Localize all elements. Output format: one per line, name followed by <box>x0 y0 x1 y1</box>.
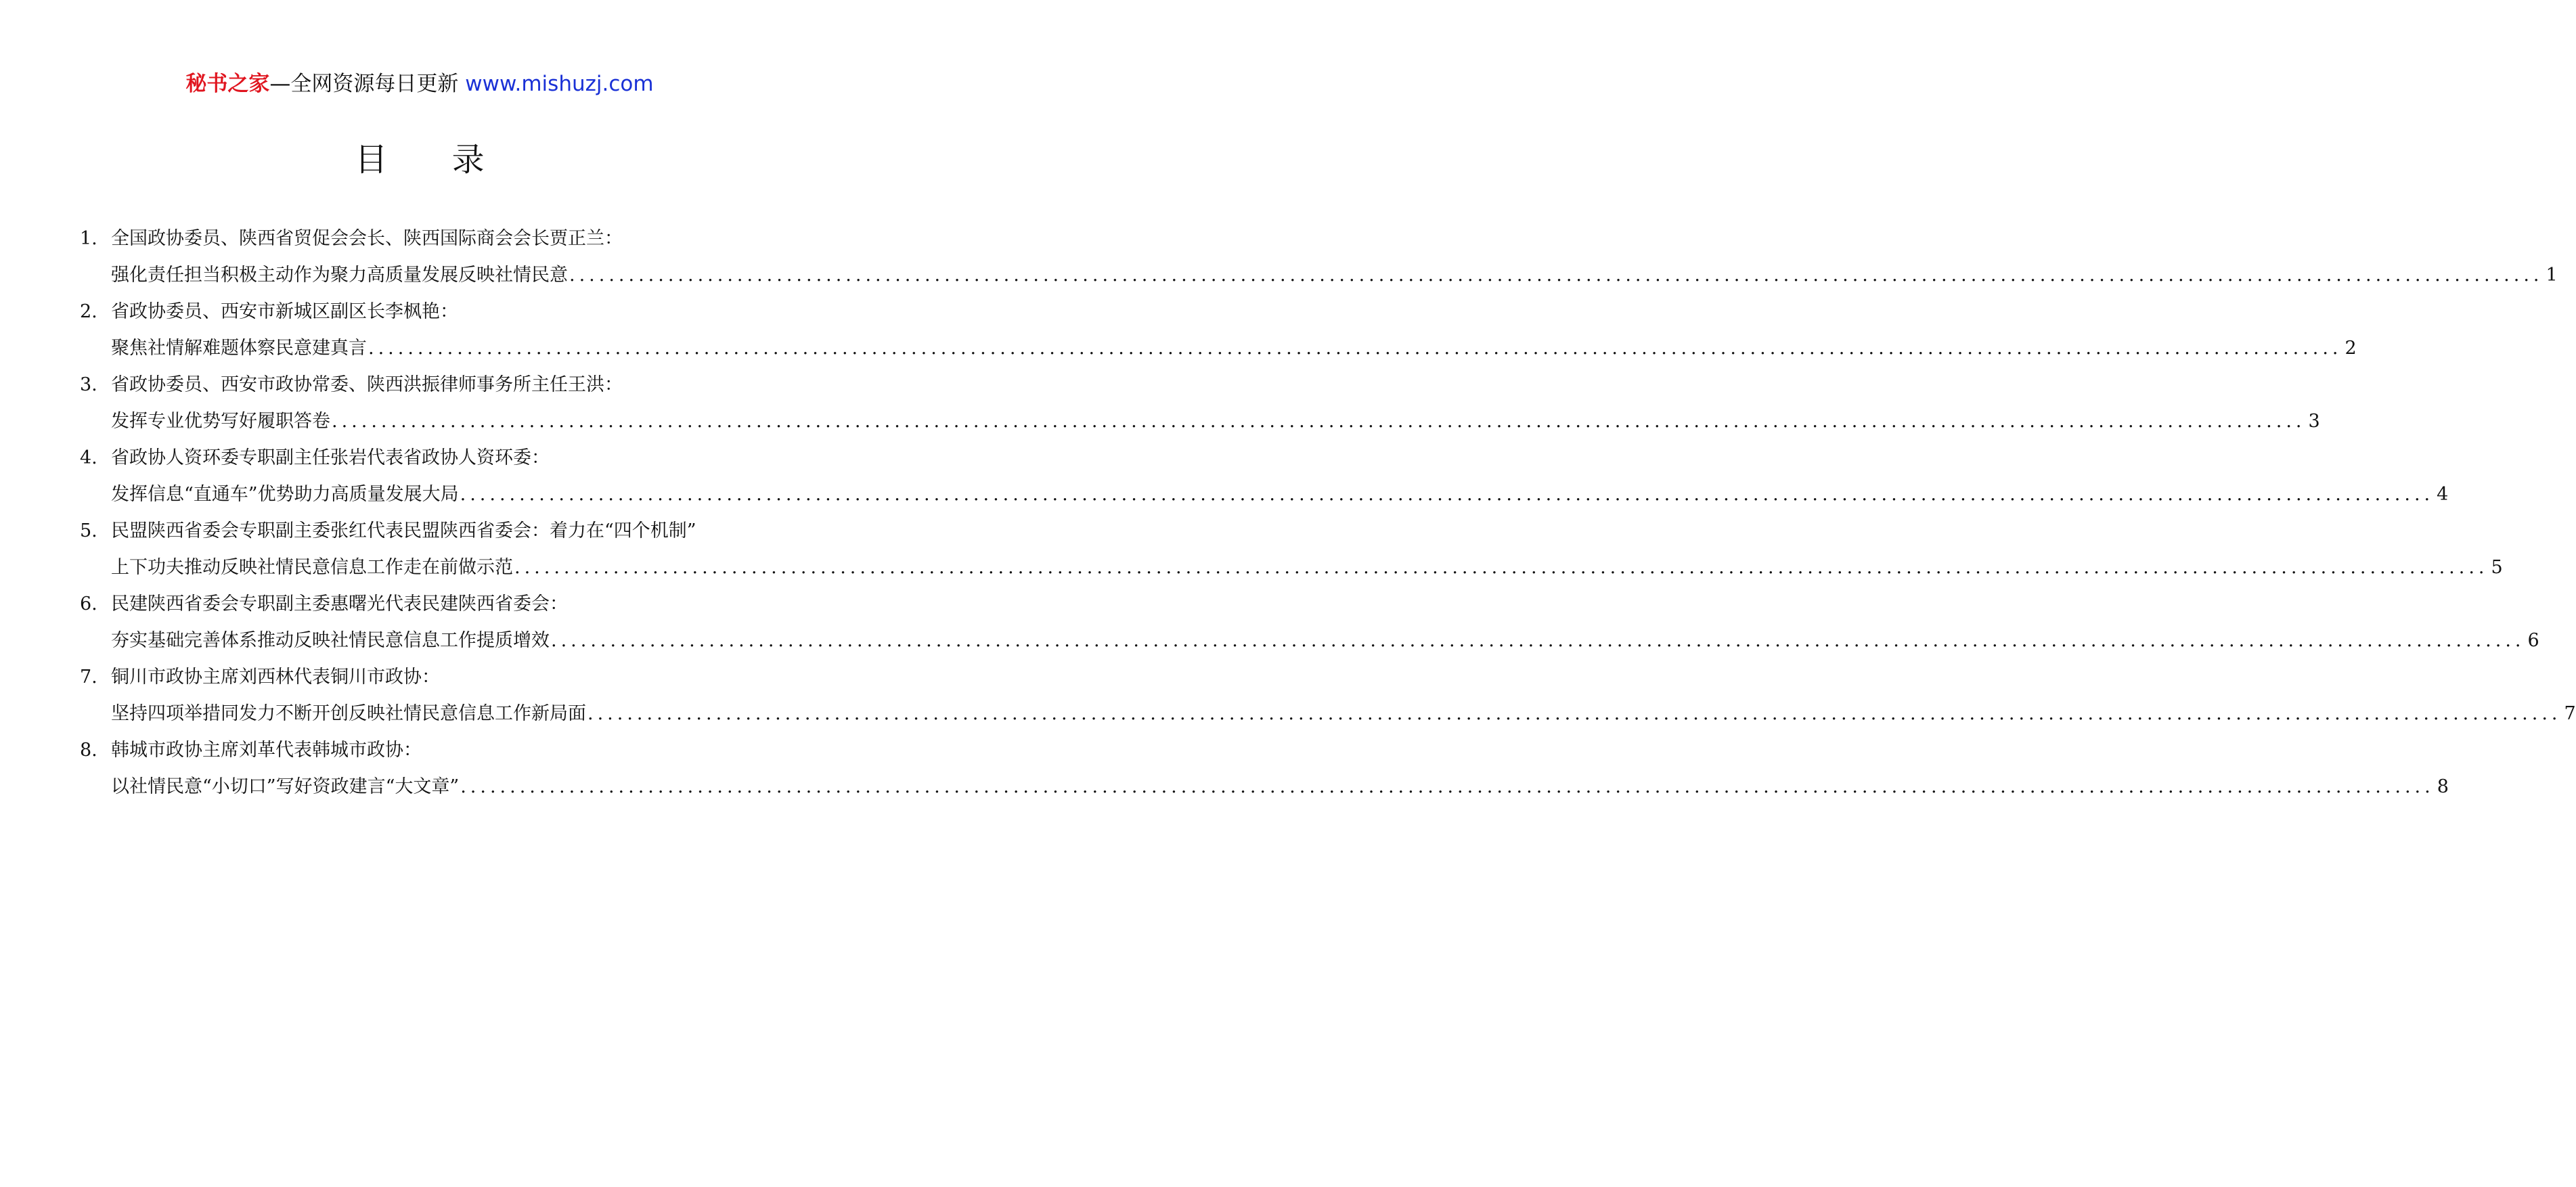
toc-subtitle-line <box>111 403 2320 440</box>
dot-leader: ........................................................................................................................................................................................................ <box>368 338 2342 359</box>
toc-subtitle-line <box>111 550 2503 586</box>
toc-subtitle-line <box>111 769 2449 805</box>
dot-leader: ........................................................................................................................................................................................................ <box>587 703 2562 724</box>
toc-entry-subtitle: 上下功夫推动反映社情民意信息工作走在前做示范 <box>111 557 513 578</box>
toc-entry-subtitle: 发挥专业优势写好履职答卷 <box>111 411 330 432</box>
toc-heading-line <box>80 586 763 623</box>
site-url-link[interactable]: www.mishuzj.com <box>465 72 654 96</box>
dot-leader: ........................................................................................................................................................................................................ <box>514 557 2489 578</box>
toc-subtitle-line <box>111 696 2576 732</box>
toc-entry-heading: 铜川市政协主席刘西林代表铜川市政协： <box>111 667 440 688</box>
toc-heading-line <box>80 513 763 550</box>
table-of-contents <box>80 221 2576 805</box>
toc-entry[interactable] <box>80 513 2503 586</box>
toc-page-number: 1 <box>2546 265 2558 286</box>
toc-entry[interactable] <box>80 732 2449 805</box>
toc-entry-number: 3. <box>80 374 97 395</box>
toc-heading-line <box>80 659 763 696</box>
toc-entry-heading: 韩城市政协主席刘革代表韩城市政协： <box>111 740 422 761</box>
toc-subtitle-line <box>111 623 2539 659</box>
toc-entry-heading: 省政协委员、西安市新城区副区长李枫艳： <box>111 301 458 322</box>
toc-entry-heading: 民建陕西省委会专职副主委惠曙光代表民建陕西省委会： <box>111 594 568 614</box>
toc-page-number: 4 <box>2437 484 2449 505</box>
brand-name: 秘书之家 <box>185 72 270 96</box>
dot-leader: ........................................................................................................................................................................................................ <box>569 265 2544 286</box>
toc-entry[interactable] <box>80 221 2558 294</box>
toc-heading-line <box>80 732 763 769</box>
header-tagline: —全网资源每日更新 <box>269 72 459 96</box>
toc-entry[interactable] <box>80 586 2539 659</box>
toc-heading-line <box>80 294 763 330</box>
toc-entry-subtitle: 聚焦社情解难题体察民意建真言 <box>111 338 367 359</box>
page-title: 目 录 <box>355 141 512 179</box>
toc-entry-heading: 省政协委员、西安市政协常委、陕西洪振律师事务所主任王洪： <box>111 374 623 395</box>
dot-leader: ........................................................................................................................................................................................................ <box>460 484 2435 505</box>
toc-entry-subtitle: 以社情民意“小切口”写好资政建言“大文章” <box>111 776 460 797</box>
toc-heading-line <box>80 367 763 403</box>
toc-entry-number: 1. <box>80 228 97 249</box>
toc-entry-subtitle: 强化责任担当积极主动作为聚力高质量发展反映社情民意 <box>111 265 568 286</box>
toc-entry-subtitle: 夯实基础完善体系推动反映社情民意信息工作提质增效 <box>111 630 550 651</box>
toc-heading-line <box>80 221 763 257</box>
toc-entry-number: 6. <box>80 594 97 614</box>
toc-entry[interactable] <box>80 367 2320 440</box>
site-header <box>0 70 839 97</box>
toc-entry-heading: 全国政协委员、陕西省贸促会会长、陕西国际商会会长贾正兰： <box>111 228 623 249</box>
toc-page-number: 5 <box>2491 557 2503 578</box>
toc-entry[interactable] <box>80 440 2449 513</box>
toc-entry-number: 5. <box>80 520 97 541</box>
toc-entry[interactable] <box>80 294 2357 367</box>
toc-page-number: 8 <box>2437 776 2449 797</box>
toc-page-number: 3 <box>2308 411 2320 432</box>
toc-entry-number: 8. <box>80 740 97 761</box>
toc-entry-heading: 民盟陕西省委会专职副主委张红代表民盟陕西省委会：着力在“四个机制” <box>111 520 696 541</box>
toc-page-number: 2 <box>2345 338 2357 359</box>
dot-leader: ........................................................................................................................................................................................................ <box>332 411 2306 432</box>
toc-page-number: 7 <box>2564 703 2576 724</box>
toc-entry-subtitle: 发挥信息“直通车”优势助力高质量发展大局 <box>111 484 459 505</box>
toc-entry-number: 2. <box>80 301 97 322</box>
dot-leader: ........................................................................................................................................................................................................ <box>551 630 2525 651</box>
toc-page-number: 6 <box>2527 630 2539 651</box>
toc-entry-number: 4. <box>80 447 97 468</box>
toc-entry-heading: 省政协人资环委专职副主任张岩代表省政协人资环委： <box>111 447 550 468</box>
dot-leader: ........................................................................................................................................................................................................ <box>460 776 2435 797</box>
toc-subtitle-line <box>111 257 2558 294</box>
toc-subtitle-line <box>111 476 2449 513</box>
toc-subtitle-line <box>111 330 2357 367</box>
toc-entry[interactable] <box>80 659 2576 732</box>
toc-heading-line <box>80 440 763 476</box>
toc-entry-number: 7. <box>80 667 97 688</box>
toc-entry-subtitle: 坚持四项举措同发力不断开创反映社情民意信息工作新局面 <box>111 703 586 724</box>
